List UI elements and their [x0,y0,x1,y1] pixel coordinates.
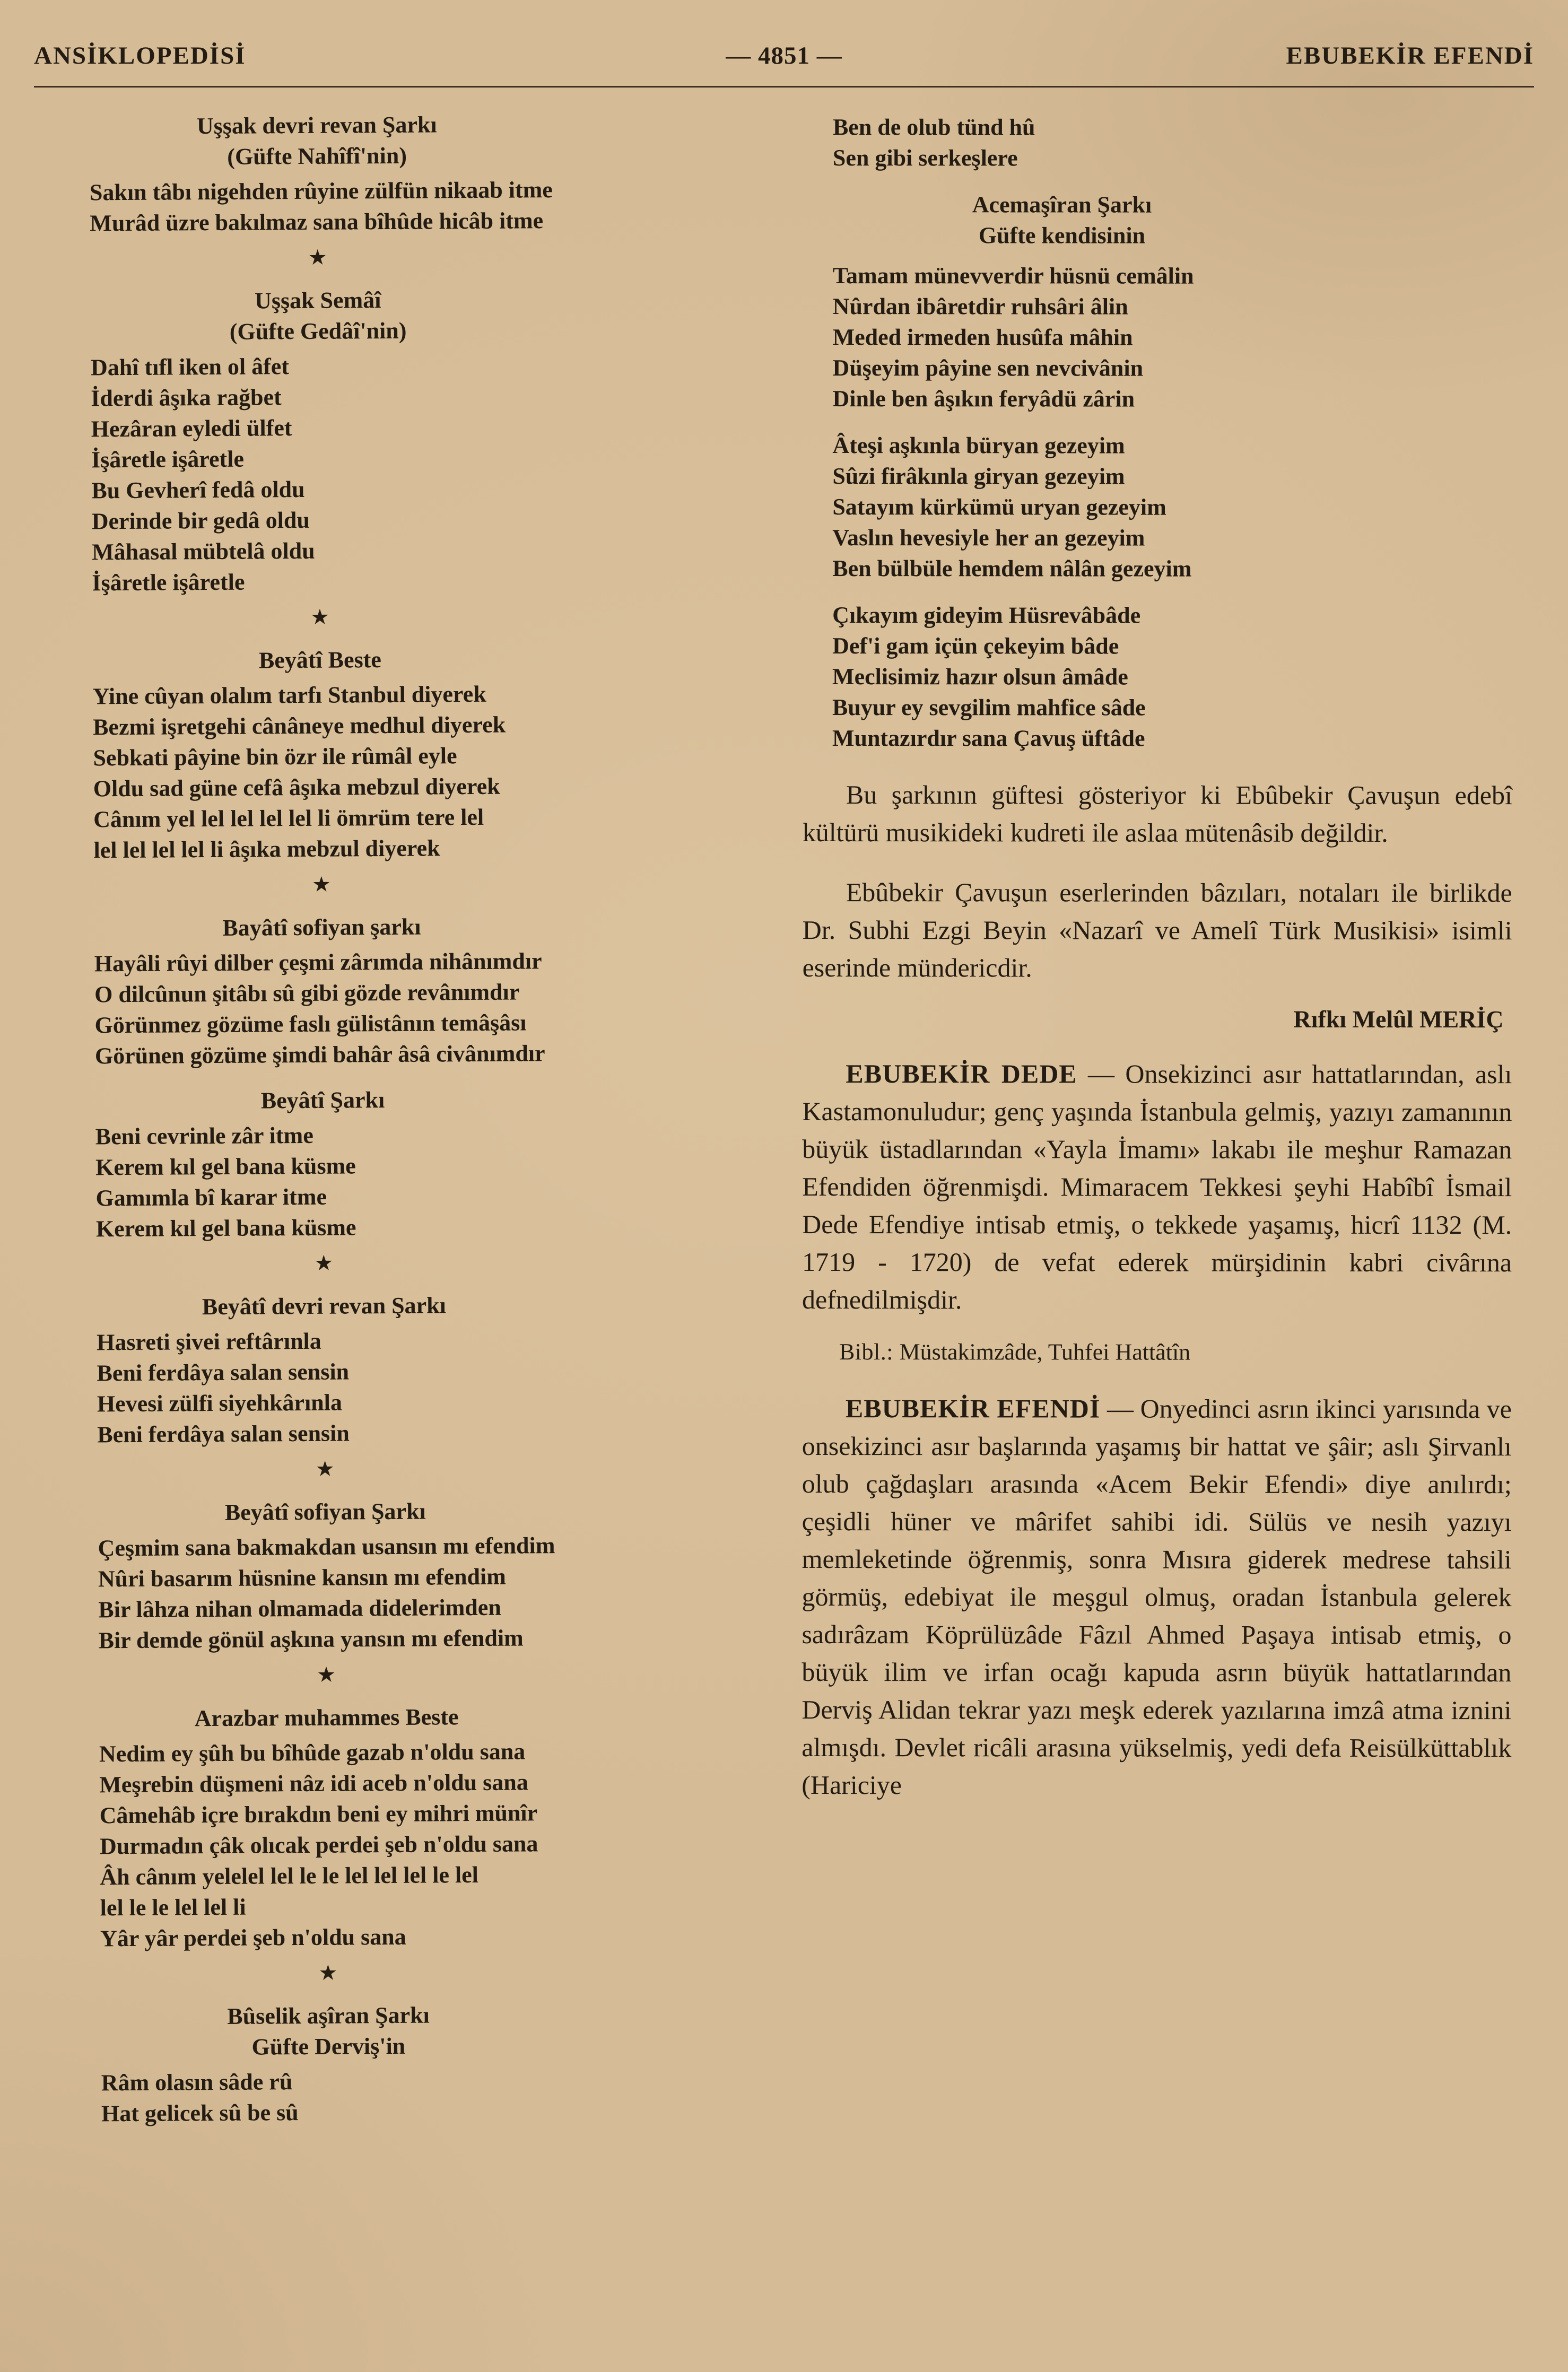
poem-heading [59,911,584,945]
poem-line: Cânım yel lel lel lel lel li ömrüm tere lel [93,804,484,833]
poem-line: Hat gelicek sû be sû [101,2099,299,2127]
poem-line: Sebkati pâyine bin özr ile rûmâl eyle [93,743,457,771]
entry-title: EBUBEKİR DEDE [846,1059,1077,1089]
poem-heading-line: Bûselik aşîran Şarkı [227,2002,430,2029]
poem-stanza [832,600,1512,754]
poem-heading [54,109,580,173]
poem-stanza [90,173,749,239]
entry-paragraph: EBUBEKİR EFENDİ — Onyedinci asrın ikinci yarısında ve onsekizinci asır başlarında yaşamış bir hattat ve şâir; aslı Şirvanlı olub çağdaşları arasında «Acem Bekir Efendi» diye anılırdı; çeşidli hüner ve mârifet sahibi idi. Sülüs ve nesih yazıyı memleketinde öğrenmiş, sonra Mısıra giderek medrese tahsili görmüş, edebiyat ile meşgul olmuş, oradan İstanbula gelerek sadırâzam Köprülüzâde Fâzıl Ahmed Paşaya intisab etmiş, o büyük ilim ve irfan ocağı kapuda asrın büyük hattatlarından Derviş Alidan tekrar yazı meşk ederek yazılarına imzâ atma iznini almışdı. Devlet ricâli arasına yükselmiş, yedi defa Reisülküttablık (Hariciye [802,1393,1512,1800]
poem-line: İşâretle işâretle [91,446,245,473]
poem-line: Bir demde gönül aşkına yansın mı efendim [98,1625,524,1654]
poem-line: Buyur ey sevgilim mahfice sâde [832,694,1146,721]
poem-heading [64,1701,589,1735]
poem-line: Düşeyim pâyine sen nevcivânin [832,355,1144,381]
poem-line: Meded irmeden husûfa mâhin [832,324,1133,351]
poem-stanza [832,430,1512,585]
poem-stanza [99,1735,759,1955]
poem-line: Âteşi aşkınla büryan gezeyim [832,432,1125,459]
poem-line: Sen gibi serkeşlere [832,145,1018,171]
poem-stanza [833,112,1513,174]
poem-heading [66,1999,591,2064]
poem-line: Dinle ben âşıkın feryâdü zârin [832,386,1135,412]
poem-stanza [97,1323,756,1451]
poem-heading [62,1289,587,1323]
poem-line: Meşrebin düşmeni nâz idi aceb n'oldu sana [99,1769,528,1798]
poem-line: Görünen gözüme şimdi bahâr âsâ civânımdır [94,1040,545,1069]
poem-heading-line: Beyâtî sofiyan Şarkı [224,1498,426,1525]
poem-line: Nûrdan ibâretdir ruhsâri âlin [832,293,1128,320]
star-separator-icon: ★ [318,1960,338,1985]
poem-line: Beni ferdâya salan sensin [97,1420,350,1448]
poem-line: Derinde bir gedâ oldu [91,507,310,535]
poem-line: Sûzi firâkınla giryan gezeyim [832,463,1125,490]
poem-line: Def'i gam içün çekeyim bâde [832,633,1119,659]
left-column [38,104,760,2136]
poem-line: Gamımla bî karar itme [95,1183,327,1211]
poem-line: Yine cûyan olalım tarfı Stanbul diyerek [92,681,486,710]
entry-running-head: EBUBEKİR EFENDİ [1286,42,1535,69]
poem-heading-line: Bayâtî sofiyan şarkı [222,913,421,941]
poem-heading-line: Güfte kendisinin [978,222,1146,249]
poem-line: Çeşmim sana bakmakdan usansın mı efendim [98,1532,555,1562]
poem-heading-line: (Güfte Nahîfî'nin) [227,142,407,170]
poem-heading [63,1495,588,1529]
poem-heading-line: Acemaşîran Şarkı [972,191,1152,218]
poem-line: Yâr yâr perdei şeb n'oldu sana [100,1923,406,1952]
star-separator-icon: ★ [310,605,329,629]
poem-line: Hayâli rûyi dilber çeşmi zârımda nihânımdır [94,948,542,977]
poem-line: Nedim ey şûh bu bîhûde gazab n'oldu sana [99,1738,526,1767]
poem-line: Meclisimiz hazır olsun âmâde [832,664,1128,690]
poem-line: Beni cevrinle zâr itme [95,1122,313,1150]
poem-heading-line: Uşşak devri revan Şarkı [196,111,437,139]
prose-paragraph: Bu şarkının güftesi gösteriyor ki Ebûbekir Çavuşun edebî kültürü musikideki kudreti ile aslaa mütenâsib değildir. [802,780,1512,848]
poem-heading-line: Uşşak Semâî [254,287,381,314]
poem-heading-line: Arazbar muhammes Beste [194,1704,459,1732]
poem-stanza [95,1118,755,1245]
poem-heading-line: Güfte Derviş'in [251,2033,406,2060]
poem-line: Görünmez gözüme faslı gülistânın temâşâsı [94,1009,527,1039]
poem-line: Kerem kıl gel bana küsme [95,1153,356,1181]
poem-line: Bu Gevherî fedâ oldu [91,476,305,504]
poem-heading [55,284,581,348]
poem-line: Satayım kürkümü uryan gezeyim [832,494,1166,520]
poem-stanza [94,945,754,1072]
star-separator-icon: ★ [315,1457,335,1481]
poem-line: Kerem kıl gel bana küsme [95,1214,356,1242]
bibliography-label: Bibl.: [839,1339,900,1365]
poem-line: Beni ferdâya salan sensin [97,1358,350,1386]
star-separator-icon: ★ [314,1251,334,1275]
poem-line: Ben bülbüle hemdem nâlân gezeyim [832,555,1192,582]
poem-line: Âh cânım yelelel lel le le lel lel lel le lel [100,1861,479,1890]
poem-heading-line: Beyâtî Şarkı [260,1087,385,1114]
poem-line: Bezmi işretgehi cânâneye medhul diyerek [92,711,506,740]
poem-line: Dahî tıfl iken ol âfet [90,353,290,381]
poem-line: Mâhasal mübtelâ oldu [91,537,315,565]
page-header [34,41,1534,70]
poem-stanza [91,348,751,599]
bibliography-line: Bibl.: Müstakimzâde, Tuhfei Hattâtîn [839,1339,1191,1365]
poem-line: O dilcûnun şitâbı sû gibi gözde revânımdır [94,979,520,1008]
poem-line: İşâretle işâretle [92,569,245,596]
poem-line: Hasreti şivei reftârınla [97,1328,321,1356]
prose-paragraph: Ebûbekir Çavuşun eserlerinden bâzıları, notaları ile birlikde Dr. Subhi Ezgi Beyin «Nazarî ve Amelî Türk Musikisi» isimli eserinde mündericdir. [802,877,1512,983]
poem-line: Bir lâhza nihan olmamada didelerimden [98,1594,501,1623]
poem-line: lel lel lel lel li âşıka mebzul diyerek [93,835,440,864]
author-byline: Rıfkı Melûl MERİÇ [1293,1005,1504,1033]
right-column [802,109,1513,2136]
poem-line: İderdi âşıka rağbet [91,384,282,412]
poem-line: Nûri basarım hüsnine kansın mı efendim [98,1563,507,1592]
poem-line: Hevesi zülfi siyehkârınla [97,1389,343,1417]
poem-stanza [98,1529,757,1656]
poem-stanza [832,260,1512,415]
poem-heading-line: (Güfte Gedâî'nin) [229,317,407,345]
page-number: — 4851 — [726,42,842,69]
entry-title: EBUBEKİR EFENDİ [845,1393,1101,1424]
poem-heading [57,643,582,677]
poem-line: Sakın tâbı nigehden rûyine zülfün nikaab itme [89,177,553,206]
poem-heading-line: Beyâtî Beste [258,647,382,674]
poem-line: Ben de olub tünd hû [832,114,1035,141]
poem-stanza [101,2064,761,2130]
star-separator-icon: ★ [308,245,327,269]
running-title: ANSİKLOPEDİSİ [34,42,246,69]
star-separator-icon: ★ [311,872,332,896]
poem-heading [60,1084,585,1118]
poem-line: Câmehâb içre bırakdın beni ey mihri münîr [99,1800,538,1829]
entry-paragraph: EBUBEKİR DEDE — Onsekizinci asır hattatlarından, aslı Kastamonuludur; genç yaşında İstanbula gelmiş, yazıyı zamanının büyük üstadlarından «Yayla İmamı» lakabı ile meşhur Ramazan Efendiden öğrenmişdi. Mimaracem Tekkesi şeyhi Habîbî İsmail Dede Efendiye intisab etmiş, o tekkede yaşamış, hicrî 1132 (M. 1719 - 1720) de vefat ederek mürşidinin kabri civârına defnedilmişdir. [802,1059,1512,1315]
poem-heading [835,189,1289,251]
poem-line: Oldu sad güne cefâ âşıka mebzul diyerek [93,773,500,802]
poem-heading-line: Beyâtî devri revan Şarkı [202,1292,446,1320]
poem-line: Tamam münevverdir hüsnü cemâlin [832,263,1194,289]
poem-line: lel le le lel lel li [100,1894,246,1921]
poem-stanza [93,677,753,866]
page-columns [34,88,1534,2136]
poem-line: Durmadın çâk olıcak perdei şeb n'oldu sana [99,1830,538,1860]
poem-line: Râm olasın sâde rû [101,2069,293,2096]
poem-line: Vaslın hevesiyle her an gezeyim [832,525,1145,551]
poem-line: Murâd üzre bakılmaz sana bîhûde hicâb itme [90,207,544,237]
poem-line: Hezâran eyledi ülfet [91,415,292,442]
poem-line: Muntazırdır sana Çavuş üftâde [832,725,1145,752]
star-separator-icon: ★ [317,1662,336,1687]
poem-line: Çıkayım gideyim Hüsrevâbâde [832,602,1141,629]
